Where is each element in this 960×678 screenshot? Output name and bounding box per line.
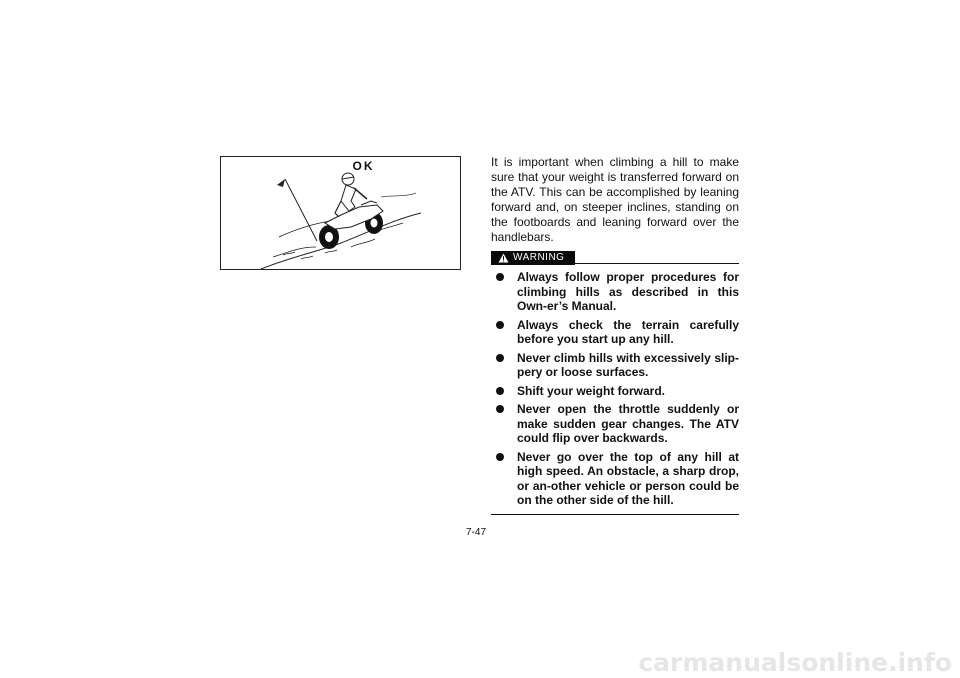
bullet-icon <box>496 405 504 413</box>
warning-item <box>491 384 739 399</box>
warning-list <box>491 270 739 508</box>
warning-rule <box>575 263 739 264</box>
warning-item-text: Never open the throttle suddenly or make sudden gear changes. The ATV could flip over backwards. <box>517 402 739 445</box>
intro-paragraph: It is important when climbing a hill to make sure that your weight is transferred forward on the ATV. This can be accomplished by leaning forward and, on steeper inclines, standing on the footboards and leaning forward over the handlebars. <box>491 155 739 244</box>
warning-badge <box>491 251 575 265</box>
warning-triangle-icon <box>498 253 509 263</box>
warning-item <box>491 450 739 508</box>
warning-header <box>491 251 739 265</box>
warning-item-text: Always check the terrain carefully before you start up any hill. <box>517 317 739 346</box>
atv-hill-climb-drawing <box>221 157 462 271</box>
warning-item-text: Never climb hills with excessively slip-pery or loose surfaces. <box>517 350 739 379</box>
bullet-icon <box>496 453 504 461</box>
atv-illustration-figure <box>220 156 461 270</box>
bullet-icon <box>496 387 504 395</box>
bullet-icon <box>496 354 504 362</box>
warning-item <box>491 351 739 380</box>
bullet-icon <box>496 273 504 281</box>
warning-item <box>491 318 739 347</box>
warning-item-text: Always follow proper procedures for climbing hills as described in this Own-er’s Manual. <box>517 270 739 313</box>
figure-label: OK <box>352 159 375 173</box>
warning-item <box>491 270 739 314</box>
warning-end-rule <box>491 514 739 515</box>
warning-item <box>491 402 739 446</box>
watermark: carmanualsonline.info <box>638 648 952 677</box>
text-column <box>491 155 739 515</box>
warning-label: WARNING <box>513 252 565 263</box>
page-number: 7-47 <box>466 527 487 538</box>
warning-item-text: Shift your weight forward. <box>517 383 666 398</box>
warning-item-text: Never go over the top of any hill at high speed. An obstacle, a sharp drop, or an-other vehicle or person could be on the other side of the hill. <box>517 449 739 507</box>
bullet-icon <box>496 321 504 329</box>
